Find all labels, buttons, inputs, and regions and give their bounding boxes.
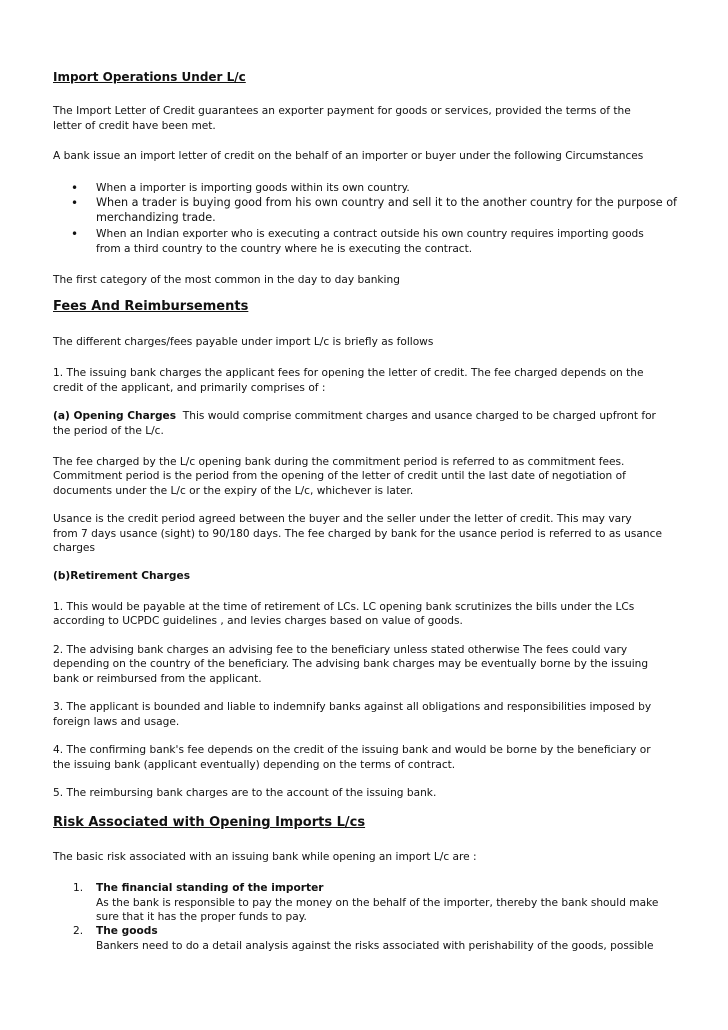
bullet-3-line-1: When an Indian exporter who is executing a contract outside his own country requires importing goods [96, 228, 644, 240]
usance-line-3: charges [53, 542, 95, 554]
bullet-3-line-2: from a third country to the country where he is executing the contract. [96, 243, 473, 255]
bullet-2-line-1: When a trader is buying good from his own country and sell it to the another country for the purpose of [96, 196, 677, 209]
page-title: Import Operations Under L/c [53, 70, 246, 84]
retirement-item-2-line-3: bank or reimbursed from the applicant. [53, 673, 262, 685]
retirement-item-4-line-2: the issuing bank (applicant eventually) depending on the terms of contract. [53, 759, 456, 771]
retirement-charges-label: (b)Retirement Charges [53, 570, 190, 582]
first-category-paragraph: The first category of the most common in the day to day banking [53, 274, 400, 286]
risk-heading: Risk Associated with Opening Imports L/cs [53, 815, 366, 830]
opening-charges-line [53, 409, 656, 424]
risk-1-number: 1. [73, 882, 84, 894]
risk-intro: The basic risk associated with an issuing bank while opening an import L/c are : [53, 851, 477, 863]
opening-charges-label: (a) Opening Charges [53, 410, 177, 422]
retirement-item-4-line-1: 4. The confirming bank's fee depends on the credit of the issuing bank and would be borne by the beneficiary or [53, 744, 651, 756]
fees-intro: The different charges/fees payable under import L/c is briefly as follows [53, 336, 434, 348]
commitment-line-3: documents under the L/c or the expiry of the L/c, whichever is later. [53, 485, 414, 497]
usance-line-1: Usance is the credit period agreed between the buyer and the seller under the letter of credit. This may vary [53, 513, 632, 525]
usance-line-2: from 7 days usance (sight) to 90/180 days. The fee charged by bank for the usance period is referred to as usance [53, 528, 662, 540]
fees-heading: Fees And Reimbursements [53, 299, 249, 314]
bullet-icon: • [71, 181, 79, 195]
risk-2-number: 2. [73, 925, 84, 937]
retirement-item-3-line-2: foreign laws and usage. [53, 716, 180, 728]
retirement-item-1-line-2: according to UCPDC guidelines , and levies charges based on value of goods. [53, 615, 463, 627]
retirement-item-1-line-1: 1. This would be payable at the time of retirement of LCs. LC opening bank scrutinizes the bills under the LCs [53, 601, 635, 613]
intro-line-2: letter of credit have been met. [53, 120, 216, 132]
bullet-1-line-1: When a importer is importing goods within its own country. [96, 182, 410, 194]
commitment-line-1: The fee charged by the L/c opening bank during the commitment period is referred to as commitment fees. [53, 456, 625, 468]
opening-charges-line-2: the period of the L/c. [53, 425, 164, 437]
bullet-icon: • [71, 196, 79, 210]
retirement-item-3-line-1: 3. The applicant is bounded and liable to indemnify banks against all obligations and responsibilities imposed by [53, 701, 652, 713]
opening-charges-text: This would comprise commitment charges and usance charged to be charged upfront for [182, 410, 656, 422]
risk-2-title: The goods [96, 925, 158, 937]
intro-line-1: The Import Letter of Credit guarantees an exporter payment for goods or services, provided the terms of the [53, 105, 631, 117]
commitment-line-2: Commitment period is the period from the opening of the letter of credit until the last date of negotiation of [53, 470, 626, 482]
retirement-item-5: 5. The reimbursing bank charges are to the account of the issuing bank. [53, 787, 437, 799]
fees-paragraph-1-line-1: 1. The issuing bank charges the applicant fees for opening the letter of credit. The fee charged depends on the [53, 367, 644, 379]
risk-1-title: The financial standing of the importer [96, 882, 324, 894]
risk-1-line-2: sure that it has the proper funds to pay. [96, 911, 307, 923]
circumstances-paragraph: A bank issue an import letter of credit on the behalf of an importer or buyer under the following Circumstances [53, 150, 644, 162]
risk-2-line-1: Bankers need to do a detail analysis against the risks associated with perishability of the goods, possible [96, 940, 654, 952]
retirement-item-2-line-2: depending on the country of the beneficiary. The advising bank charges may be eventually borne by the issuing [53, 658, 649, 670]
risk-1-line-1: As the bank is responsible to pay the money on the behalf of the importer, thereby the bank should make [96, 897, 659, 909]
fees-paragraph-1-line-2: credit of the applicant, and primarily comprises of : [53, 382, 326, 394]
retirement-item-2-line-1: 2. The advising bank charges an advising fee to the beneficiary unless stated otherwise The fees could vary [53, 644, 628, 656]
bullet-icon: • [71, 227, 79, 241]
bullet-2-line-2: merchandizing trade. [96, 211, 216, 224]
